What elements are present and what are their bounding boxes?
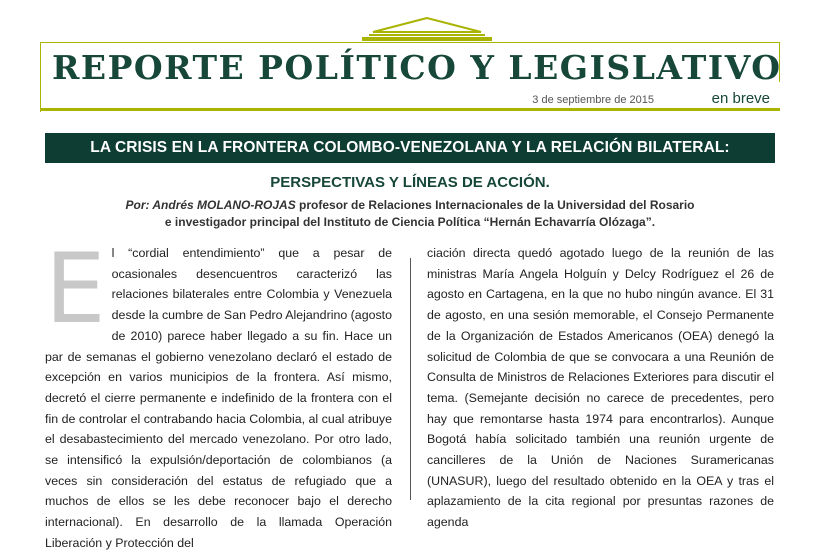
publication-date: 3 de septiembre de 2015 [532,94,654,106]
byline-affiliation-2: e investigador principal del Instituto de Ciencia Política “Hernán Echavarría Olózaga”. [164,215,656,229]
article-column-right [427,243,774,533]
masthead-tagline: en breve [711,90,770,107]
article-headline: LA CRISIS EN LA FRONTERA COLOMBO-VENEZOLANA Y LA RELACIÓN BILATERAL: [45,133,775,163]
masthead [40,16,780,112]
masthead-bottom-rule [40,108,780,111]
column-divider [410,258,411,500]
column-left-text: l “cordial entendimiento” que a pesar de ocasionales desencuentros caracterizó las relaciones bilaterales entre Colombia y Venezuela desde la cumbre de San Pedro Alejandrino (agosto de 2010) parece haber llegado a su fin. Hace un par de semanas el gobierno venezolano declaró el estado de excepción en varios municipios de la frontera. Así mismo, decretó el cierre permanente e indefinido de la frontera con el fin de controlar el contrabando hacia Colombia, al cual atribuye el desabastecimiento del mercado venezolano. Por otro lado, se intensificó la expulsión/deportación de colombianos (a veces sin consideración del estatus de refugiado que a muchos de ellos se les debe reconocer bajo el derecho internacional). En desarrollo de la llamada Operación Liberación y Protección del [45,246,393,550]
article-column-left [45,233,393,554]
masthead-title: REPORTE POLÍTICO Y LEGISLATIVO [52,48,782,87]
article-subheadline: PERSPECTIVAS Y LÍNEAS DE ACCIÓN. [270,174,550,191]
article-byline [0,197,820,231]
masthead-top-rule [40,42,780,43]
drop-cap: E [45,233,106,345]
capitol-building-icon [365,16,489,38]
masthead-left-rule [40,42,41,112]
column-right-text: ciación directa quedó agotado luego de la reunión de las ministras María Angela Holguín y Delcy Rodríguez el 26 de agosto en Cartagena, en la que no hubo ningún avance. El 31 de agosto, en una sesión memorable, el Consejo Permanente de la Organización de Estados Americanos (OEA) denegó la solicitud de Colombia de que se convocara a una Reunión de Consulta de Ministros de Relaciones Exteriores para discutir el tema. (Semejante decisión no carece de precedentes, pero hay que remontarse hasta 1974 para encontrarlos). Aunque Bogotá había solicitado también una reunión urgente de cancilleres de la Unión de Naciones Suramericanas (UNASUR), luego del resultado obtenido en la OEA y tras el aplazamiento de la cita regional por presuntas razones de agenda [427,246,774,530]
masthead-top-accent [362,37,492,41]
byline-affiliation-1: profesor de Relaciones Internacionales de la Universidad del Rosario [295,198,695,212]
byline-author: Por: Andrés MOLANO-ROJAS [125,198,296,212]
